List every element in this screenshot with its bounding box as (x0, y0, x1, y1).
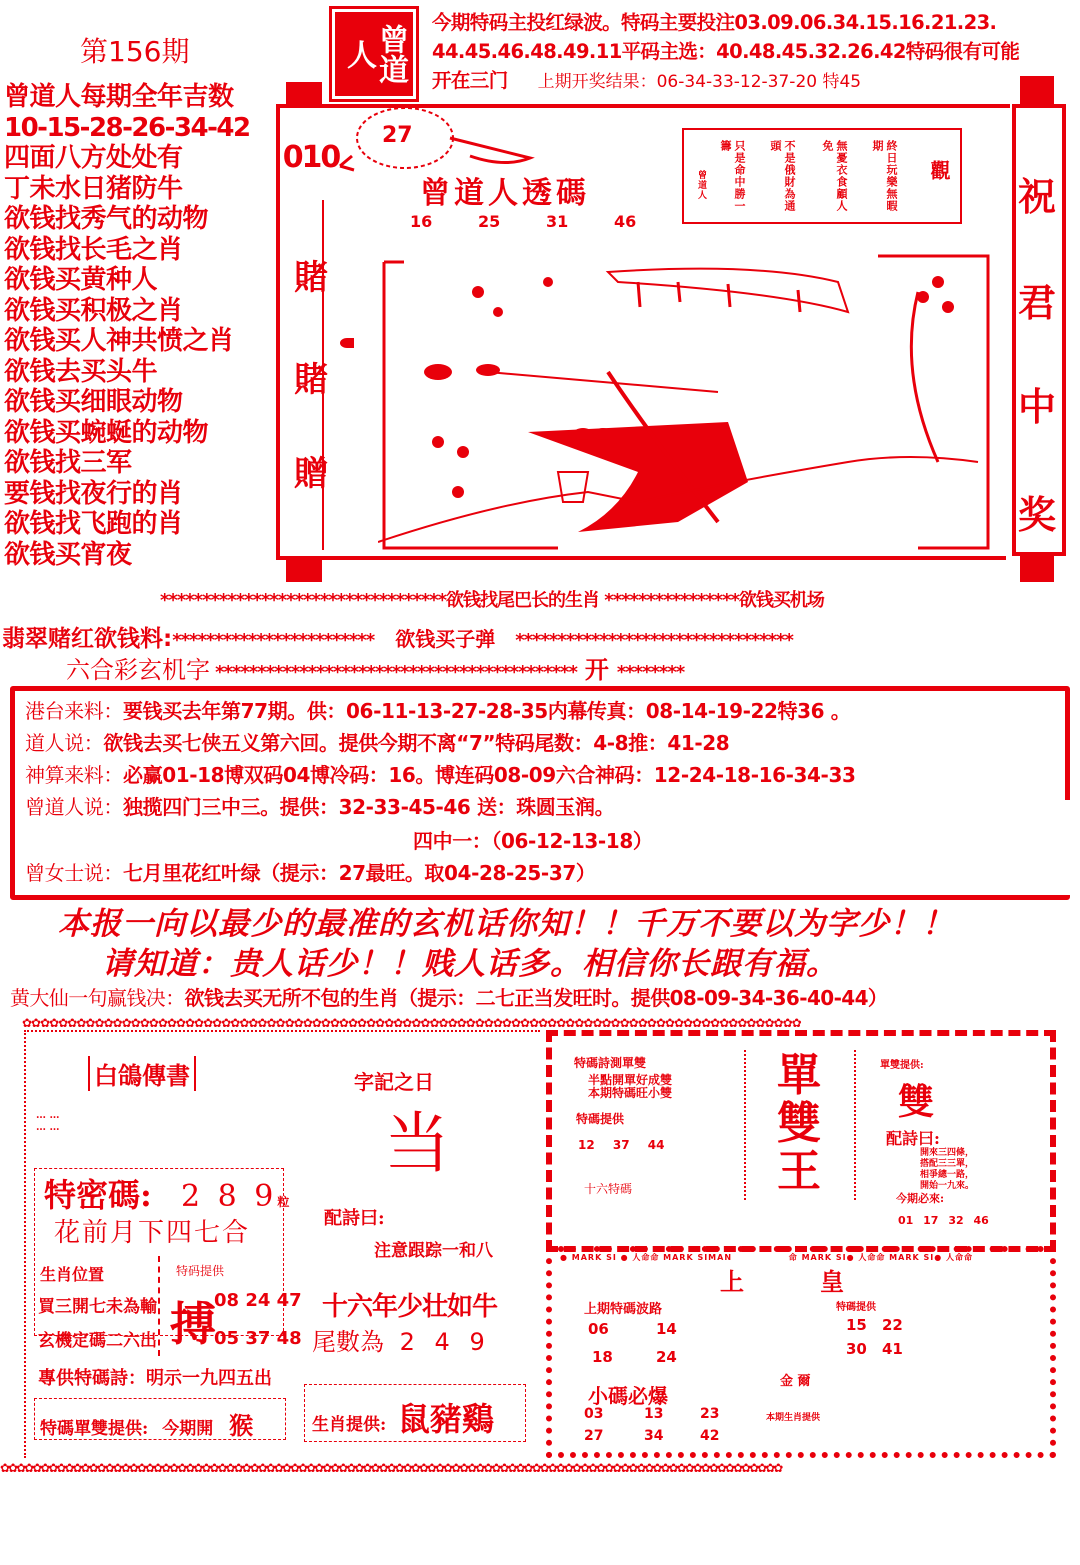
clue-item: 欲钱买人神共愤之肖 (4, 326, 234, 356)
clue-item: 丁未水日猪防牛 (4, 173, 183, 204)
right-provide-char: 雙 (898, 1081, 935, 1123)
last-result: 上期开奖结果：06-34-33-12-37-20 特45 (537, 72, 862, 92)
special-code: 特密碼: 2 8 9粒 (44, 1176, 290, 1214)
star-line-1: **********************************欲钱找尾巴长的生肖 ****************欲钱买机场 (160, 590, 824, 611)
provide-nums: 12 37 44 (578, 1138, 665, 1152)
top-line-3: 开在三门 上期开奖结果：06-34-33-12-37-20 特45 (432, 69, 862, 92)
provide-num: 15 (846, 1316, 867, 1334)
tail-line: 尾數為 2 4 9 (312, 1328, 491, 1356)
zodiac-position-label: 生肖位置 (40, 1265, 105, 1284)
divider (158, 1256, 162, 1356)
scroll-right-char: 君 (1017, 281, 1056, 325)
gold-label: 金 爾 (780, 1374, 811, 1389)
poem-box: 觀 終日玩樂無暇期 無憂衣食顧人免 不是俄財為通頭 只是命中勝一籌 曾道人 (682, 128, 962, 224)
clue-item: 曾道人每期全年吉数 (4, 82, 234, 112)
wave-label: 上期特碼波路 (584, 1302, 663, 1317)
poem-label: 配詩曰: (324, 1208, 385, 1229)
scroll-left-char: 賭 (294, 360, 328, 400)
odd-even-heading: 特碼詩測單雙 (574, 1056, 647, 1070)
provide-label-2: 特碼提供 (836, 1302, 876, 1313)
wave-panel (546, 1246, 1056, 1458)
clue-item: 欲钱找三军 (4, 448, 132, 478)
scroll-right-bottom-cap (1020, 554, 1054, 582)
zodiac-provide-line: 生肖提供: 鼠豬鷄 (312, 1400, 494, 1438)
zodiac-line-1: 買三開七未為輸 (38, 1297, 157, 1317)
small-num: 13 (644, 1406, 664, 1422)
small-num: 34 (644, 1428, 664, 1444)
scroll-left-char: 010 (282, 140, 340, 175)
clue-item: 欲钱买蜿蜒的动物 (4, 417, 209, 448)
month-zodiac-label: 本期生肖提供 (766, 1413, 821, 1423)
right-poem-label: 配詩曰: (886, 1129, 940, 1148)
info-line: 道人说：欲钱去买七侠五义第六回。提供今期不离“7”特码尾数：4-8推：41-28 (25, 731, 730, 755)
star-line-3: 六合彩玄机字 ******************************************* 开 ******** (66, 656, 685, 684)
bo-nums-row-2: 05 37 48 (214, 1328, 302, 1349)
clue-item: 四面八方处处有 (4, 143, 183, 173)
scroll-right-top-cap (1020, 76, 1054, 104)
scroll-left-char: 賭 (294, 258, 328, 298)
issue-number: 第156期 (80, 35, 190, 68)
odd-even-line: 特碼單雙提供: 今期開 猴 (40, 1411, 254, 1440)
clue-item: 欲钱找飞跑的肖 (4, 509, 183, 539)
scroll-left-top-cap (286, 82, 322, 108)
frame-left-rule (276, 108, 280, 560)
provide-num: 30 (846, 1340, 867, 1358)
clue-item: 欲钱找秀气的动物 (4, 204, 209, 234)
right-provide-label: 單雙提供: (880, 1060, 924, 1071)
small-num: 42 (700, 1428, 720, 1444)
wave-num: 18 (592, 1348, 613, 1366)
scroll-left-char: 贈 (294, 454, 328, 494)
scroll-right-char: 奖 (1017, 493, 1056, 537)
clue-item: 欲钱买细眼动物 (4, 387, 183, 417)
top-line-1: 今期特码主投红绿波。特码主要投注03.09.06.34.15.16.21.23. (432, 11, 997, 34)
zodiac-line-2: 玄機定碼二六出 (38, 1331, 157, 1351)
illustration-numbers: 16 25 31 46 (410, 212, 637, 231)
odd-even-lines: 半點開單好成雙 本期特碼旺小雙 (588, 1073, 673, 1100)
clue-item: 欲钱买积极之肖 (4, 295, 183, 326)
star-border-top: ✿✿✿✿✿✿✿✿✿✿✿✿✿✿✿✿✿✿✿✿✿✿✿✿✿✿✿✿✿✿✿✿✿✿✿✿✿✿✿✿✿✿✿✿✿✿✿✿✿✿✿✿✿✿✿✿✿✿✿✿✿✿✿✿✿✿✿✿✿✿✿✿✿✿✿✿✿✿✿✿✿✿✿✿✿✿ (22, 1016, 801, 1030)
info-box (10, 686, 1070, 900)
slogan-2: 请知道：贵人话少！！贱人话多。相信你长跟有福。 (102, 946, 838, 982)
mark-strip-top: ● MARK SI ● 人命命 MARK SIMAN 命 MARK SI● 人命命 MARK SI● 人命命 (560, 1253, 973, 1262)
bo-nums-row-1: 08 24 47 (214, 1290, 302, 1311)
bottom-wave-border: ✿✿✿✿✿✿✿✿✿✿✿✿✿✿✿✿✿✿✿✿✿✿✿✿✿✿✿✿✿✿✿✿✿✿✿✿✿✿✿✿✿✿✿✿✿✿✿✿✿✿✿✿✿✿✿✿✿✿✿✿✿✿✿✿✿✿✿✿✿✿✿✿✿✿✿✿✿✿✿✿✿✿✿✿✿✿✿✿✿✿✿✿✿✿✿✿✿ (0, 1462, 782, 1474)
pigeon-letter-title: 白鴿傳書 (88, 1056, 196, 1091)
bo-label: 特码提供 (176, 1264, 225, 1278)
svg-text:27: 27 (382, 123, 413, 148)
small-num: 27 (584, 1428, 604, 1444)
wave-num: 14 (656, 1320, 677, 1338)
day-title: 字記之日 (354, 1070, 434, 1094)
clue-item: 欲钱找长毛之肖 (4, 234, 183, 265)
wave-num: 24 (656, 1348, 677, 1366)
youth-line: 十六年少壮如牛 (322, 1292, 498, 1322)
zodiac-label: 十六特碼 (584, 1182, 633, 1196)
info-box-cutout (1022, 800, 1070, 895)
frame-bottom-rule (276, 556, 1006, 560)
clue-item: 欲钱买宵夜 (4, 539, 132, 570)
must-label: 今期必來: (896, 1192, 945, 1205)
seal-logo: 曾道人 (332, 9, 416, 99)
info-line: 港台来料：要钱买去年第77期。供：06-11-13-27-28-35内幕传真：08-14-19-22特36 。 (25, 699, 851, 723)
special-phrase: 花前月下四七合 (54, 1218, 251, 1248)
illustration-title: 曾道人透碼 (420, 176, 590, 211)
top-line-2: 44.45.46.48.49.11平码主选：40.48.45.32.26.42特码很有可能 (432, 40, 1020, 63)
left-clue-list (4, 82, 276, 570)
info-line: 曾女士说：七月里花红叶绿（提示：27最旺。取04-28-25-37） (25, 861, 596, 885)
must-nums: 01 17 32 46 (898, 1214, 989, 1227)
star-line-2: 翡翠赌红欲钱料:************************ 欲钱买子弹 ********************************* (2, 626, 793, 652)
right-poem-lines: 開來三四條， 搭配三三單， 相爭總一路， 開始一九來。 (920, 1148, 975, 1191)
provide-label: 特碼提供 (576, 1112, 625, 1126)
provide-num: 22 (882, 1316, 903, 1334)
small-code-label: 小碼必爆 (588, 1384, 668, 1408)
poem-text: 注意跟踪一和八 (374, 1241, 493, 1261)
info-line: 神算来料：必赢01-18博双码04博冷码：16。博连码08-09六合神码：12-24-18-16-34-33 (25, 763, 856, 787)
clue-item: 要钱找夜行的肖 (4, 478, 183, 509)
clue-item: 欲钱去买头牛 (4, 356, 158, 387)
info-line-four-one: 四中一：（06-12-13-18） (413, 829, 653, 853)
provide-num: 41 (882, 1340, 903, 1358)
odd-even-king-title: 單 雙 王 (777, 1050, 821, 1197)
head-char-2: 皇 (820, 1267, 844, 1296)
head-char-1: 上 (720, 1267, 744, 1296)
wave-num: 06 (588, 1320, 609, 1338)
fisherman-illustration (378, 252, 998, 552)
scroll-right-char: 祝 (1017, 175, 1056, 219)
clue-item: 欲钱买黄种人 (4, 265, 158, 295)
slogan-1: 本报一向以最少的最准的玄机话你知！！千万不要以为字少！！ (58, 906, 954, 942)
top-announcement (432, 8, 1072, 97)
bo-char: 搏 (170, 1297, 216, 1351)
small-num: 23 (700, 1406, 720, 1422)
pigeon-note-1: … … … … (36, 1110, 60, 1133)
scroll-right-char: 中 (1017, 385, 1056, 429)
clue-item: 10-15-28-26-34-42 (4, 112, 250, 143)
small-num: 03 (584, 1406, 604, 1422)
special-poem: 專供特碼詩：明示一九四五出 (38, 1368, 272, 1389)
frame-hook-mark (340, 338, 354, 348)
big-char: 当 (384, 1105, 450, 1182)
info-line: 曾道人说：独揽四门三中三。提供：32-33-45-46 送：珠圆玉润。 (25, 795, 615, 819)
scroll-right-banner (1010, 76, 1066, 586)
huang-daxian-line: 黄大仙一句赢钱决：欲钱去买无所不包的生肖（提示：二七正当发旺时。提供08-09-34-36-40-44） (10, 986, 888, 1010)
